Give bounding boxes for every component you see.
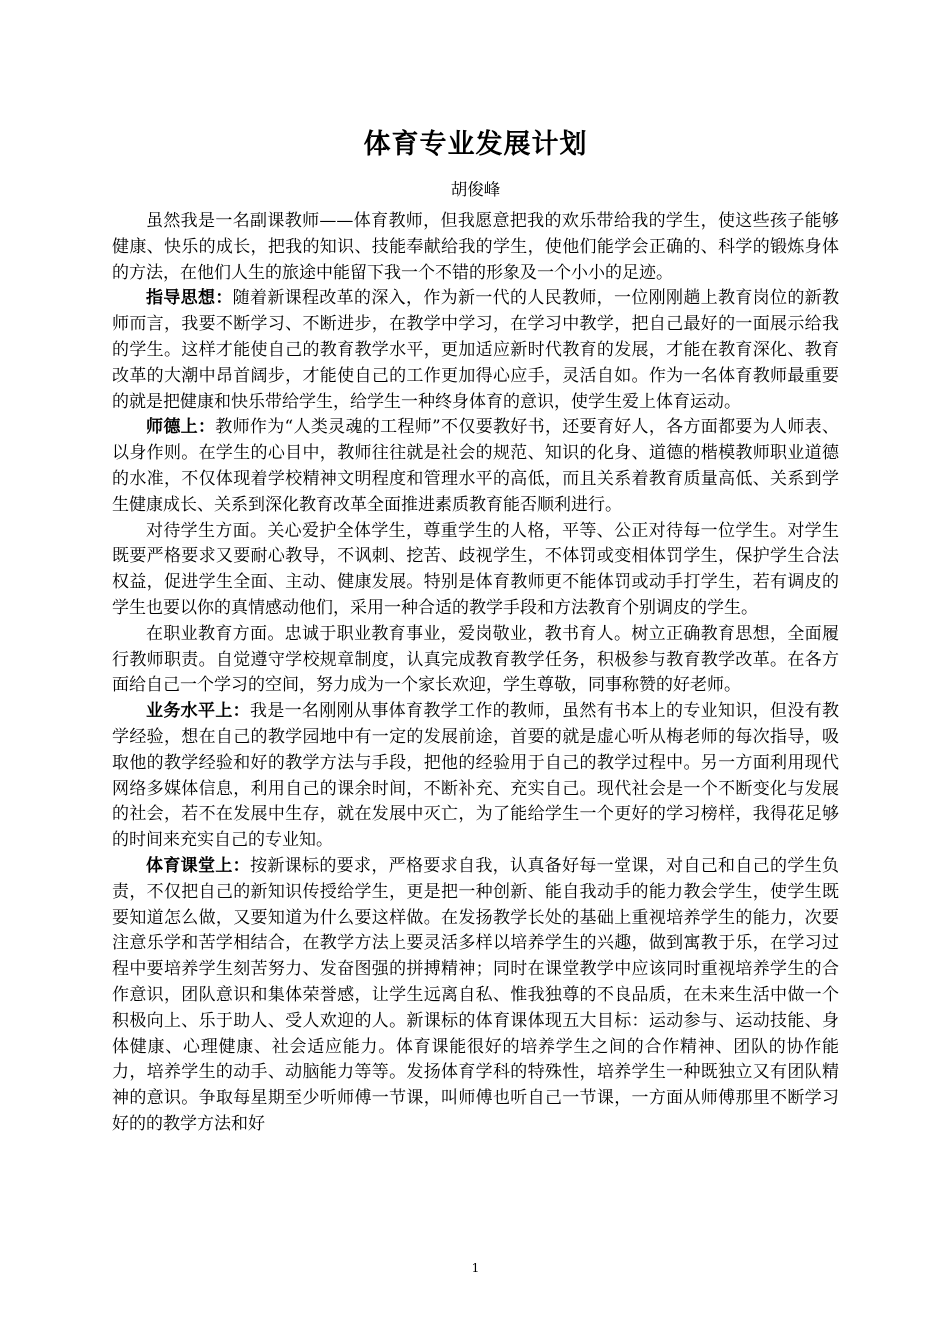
document-body	[112, 209, 839, 1138]
paragraph-text: 对待学生方面。关心爱护全体学生，尊重学生的人格，平等、公正对待每一位学生。对学生既要严格要求又要耐心教导，不讽刺、挖苦、歧视学生，不体罚或变相体罚学生，保护学生合法权益，促进学生全面、主动、健康发展。特别是体育教师更不能体罚或动手打学生，若有调皮的学生也要以你的真情感动他们，采用一种合适的教学手段和方法教育个别调皮的学生。	[112, 520, 839, 618]
document-page	[112, 0, 839, 1344]
paragraph-students	[112, 519, 839, 622]
paragraph-professional-education	[112, 622, 839, 699]
paragraph-lead: 师德上：	[146, 417, 216, 438]
author-name: 胡俊峰	[450, 180, 501, 199]
paragraph-text: 随着新课程改革的深入，作为新一代的人民教师，一位刚刚趟上教育岗位的新教师而言，我要不断学习、不断进步，在教学中学习，在学习中教学，把自己最好的一面展示给我的学生。这样才能使自己的教育教学水平，更加适应新时代教育的发展，才能在教育深化、教育改革的大潮中昂首阔步，才能使自己的工作更加得心应手，灵活自如。作为一名体育教师最重要的就是把健康和快乐带给学生，给学生一种终身体育的意识，使学生爱上体育运动。	[112, 288, 840, 412]
paragraph-teacher-ethics	[112, 415, 839, 518]
paragraph-text: 在职业教育方面。忠诚于职业教育事业，爱岗敬业，教书育人。树立正确教育思想，全面履行教师职责。自觉遵守学校规章制度，认真完成教育教学任务，积极参与教育教学改革。在各方面给自己一个学习的空间，努力成为一个家长欢迎，学生尊敬，同事称赞的好老师。	[112, 623, 839, 696]
paragraph-professional-level	[112, 699, 839, 854]
paragraph-text: 我是一名刚刚从事体育教学工作的教师，虽然有书本上的专业知识，但没有教学经验，想在自己的教学园地中有一定的发展前途，首要的就是虚心听从梅老师的每次指导，吸取他的教学经验和好的教学方法与手段，把他的经验用于自己的教学过程中。另一方面利用现代网络多媒体信息，利用自己的课余时间，不断补充、充实自己。现代社会是一个不断变化与发展的社会，若不在发展中生存，就在发展中灭亡，为了能给学生一个更好的学习榜样，我得花足够的时间来充实自己的专业知。	[112, 701, 839, 851]
page-number: 1	[471, 1261, 480, 1275]
paragraph-text: 教师作为“人类灵魂的工程师”不仅要教好书，还要育好人，各方面都要为人师表、以身作则。在学生的心目中，教师往往就是社会的规范、知识的化身、道德的楷模教师职业道德的水准，不仅体现着学校精神文明程度和管理水平的高低，而且关系着教育质量高低、关系到学生健康成长、关系到深化教育改革全面推进素质教育能否顺利进行。	[112, 417, 839, 515]
paragraph-guiding-thought	[112, 286, 839, 415]
paragraph-text: 虽然我是一名副课教师——体育教师，但我愿意把我的欢乐带给我的学生，使这些孩子能够健康、快乐的成长，把我的知识、技能奉献给我的学生，使他们能学会正确的、科学的锻炼身体的方法，在他们人生的旅途中能留下我一个不错的形象及一个小小的足迹。	[112, 211, 839, 283]
paragraph-lead: 体育课堂上：	[146, 855, 250, 876]
paragraph-pe-class	[112, 854, 839, 1138]
paragraph-lead: 指导思想：	[146, 288, 233, 309]
paragraph-intro	[112, 209, 839, 286]
document-title: 体育专业发展计划	[363, 129, 588, 160]
paragraph-lead: 业务水平上：	[146, 701, 250, 722]
paragraph-text: 按新课标的要求，严格要求自我，认真备好每一堂课，对自己和自己的学生负责，不仅把自己的新知识传授给学生，更是把一种创新、能自我动手的能力教会学生，使学生既要知道怎么做，又要知道为什么要这样做。在发扬教学长处的基础上重视培养学生的能力，次要注意乐学和苦学相结合，在教学方法上要灵活多样以培养学生的兴趣，做到寓教于乐，在学习过程中要培养学生刻苦努力、发奋图强的拼搏精神；同时在课堂教学中应该同时重视培养学生的合作意识，团队意识和集体荣誉感，让学生远离自私、惟我独尊的不良品质，在未来生活中做一个积极向上、乐于助人、受人欢迎的人。新课标的体育课体现五大目标：运动参与、运动技能、身体健康、心理健康、社会适应能力。体育课能很好的培养学生之间的合作精神、团队的协作能力，培养学生的动手、动脑能力等等。发扬体育学科的特殊性，培养学生一种既独立又有团队精神的意识。争取每星期至少听师傅一节课，叫师傅也听自己一节课，一方面从师傅那里不断学习好的的教学方法和好	[112, 855, 839, 1134]
